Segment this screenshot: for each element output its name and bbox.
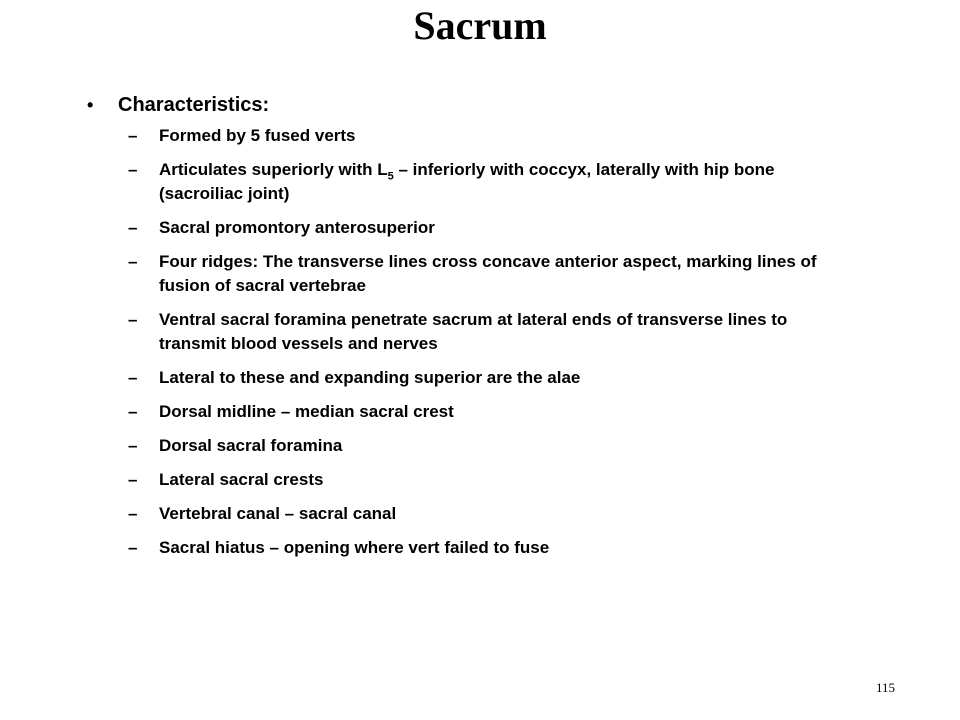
bullet-dot-icon: •: [87, 95, 94, 115]
list-item-text: Ventral sacral foramina penetrate sacrum at lateral ends of transverse lines to transmit blood vessels and nerves: [159, 310, 788, 353]
list-item-text: Formed by 5 fused verts: [159, 126, 356, 145]
dash-icon: –: [128, 504, 138, 523]
list-item: [128, 502, 859, 526]
main-bullet: [87, 92, 960, 118]
dash-icon: –: [128, 538, 138, 557]
dash-icon: –: [128, 368, 138, 387]
list-item: [128, 308, 859, 356]
list-item: [128, 536, 859, 560]
list-item-text: Vertebral canal – sacral canal: [159, 504, 397, 523]
list-item-text-before-sub: Articulates superiorly with L: [159, 160, 388, 179]
list-item: [128, 124, 859, 148]
page-number: 115: [876, 680, 896, 695]
list-item-text: Dorsal midline – median sacral crest: [159, 402, 454, 421]
list-item-text: Sacral promontory anterosuperior: [159, 218, 435, 237]
dash-icon: –: [128, 436, 138, 455]
list-item-text: Sacral hiatus – opening where vert failed to fuse: [159, 538, 550, 557]
dash-icon: –: [128, 126, 138, 145]
list-item-text: Four ridges: The transverse lines cross concave anterior aspect, marking lines of fusion of sacral vertebrae: [159, 252, 817, 295]
list-item: [128, 366, 859, 390]
subscript-number: 5: [387, 170, 394, 183]
list-item: [128, 250, 859, 298]
list-item: [128, 434, 859, 458]
list-item: [128, 158, 859, 206]
dash-icon: –: [128, 252, 138, 271]
characteristics-list: [0, 124, 960, 560]
dash-icon: –: [128, 402, 138, 421]
list-item-text: Lateral to these and expanding superior are the alae: [159, 368, 581, 387]
slide-content: [0, 92, 960, 570]
list-item-text: Dorsal sacral foramina: [159, 436, 343, 455]
list-item: [128, 400, 859, 424]
list-item-text-after-sub: – inferiorly with coccyx, laterally with hip bone (sacroiliac joint): [159, 160, 775, 203]
list-item: [128, 468, 859, 492]
dash-icon: –: [128, 310, 138, 329]
list-item-text: Lateral sacral crests: [159, 470, 324, 489]
dash-icon: –: [128, 470, 138, 489]
slide-title: Sacrum: [413, 3, 547, 48]
dash-icon: –: [128, 218, 138, 237]
main-bullet-text: Characteristics:: [118, 94, 270, 116]
list-item: [128, 216, 859, 240]
dash-icon: –: [128, 160, 138, 179]
